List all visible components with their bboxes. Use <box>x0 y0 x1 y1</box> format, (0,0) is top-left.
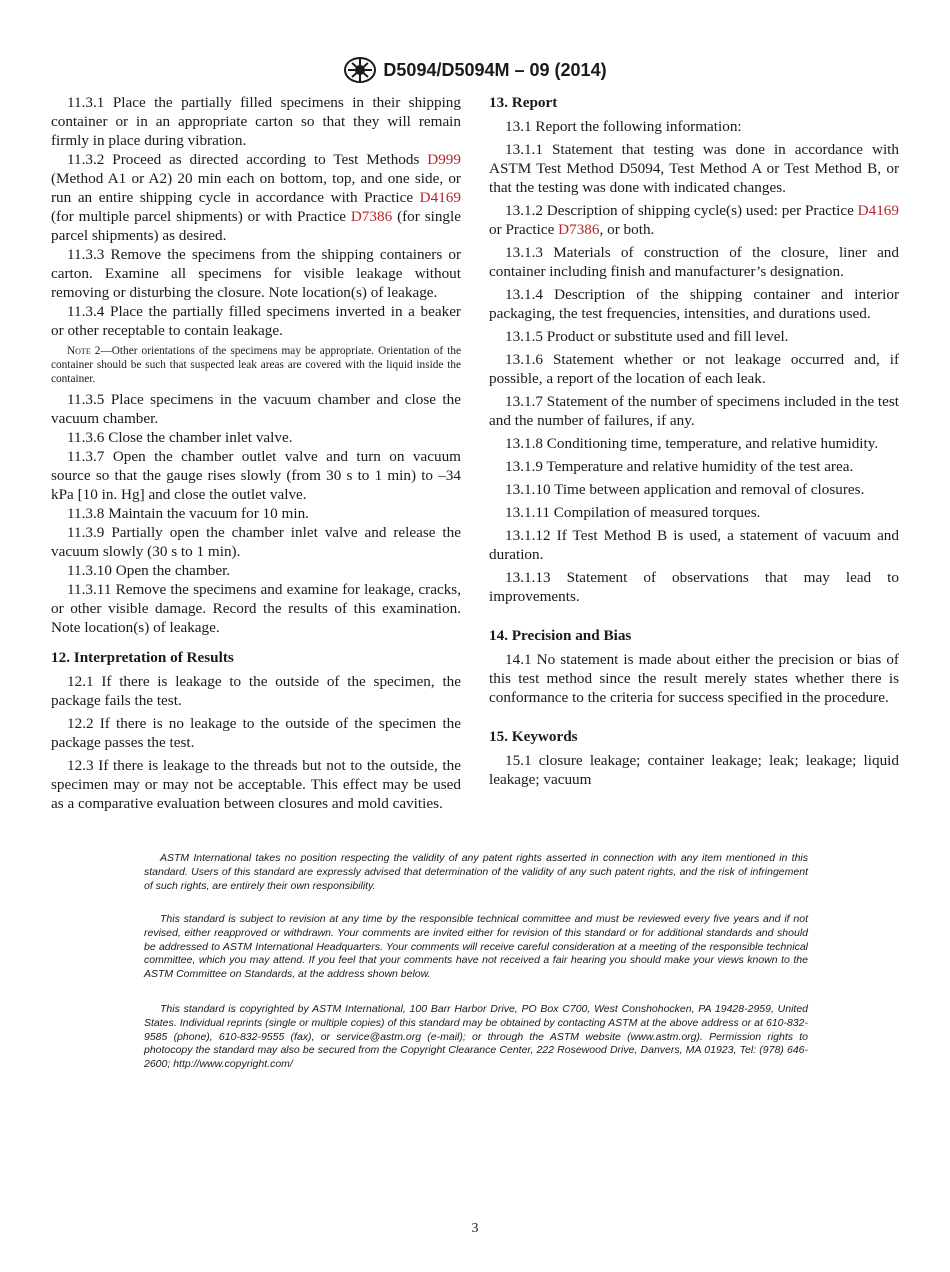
heading-14: 14. Precision and Bias <box>489 627 632 644</box>
page-number: 3 <box>471 1221 479 1236</box>
para-13-1-9: 13.1.9 Temperature and relative humidity of the test area. <box>505 458 854 475</box>
link-d4169[interactable]: D4169 <box>857 202 899 219</box>
para-13-1-8: 13.1.8 Conditioning time, temperature, and relative humidity. <box>505 435 879 452</box>
note-2: Note 2—Other orientations of the specimens may be appropriate. Orientation of the container should be such that suspected leak areas are covered with the liquid inside the container. <box>51 345 461 385</box>
para-12-1: 12.1 If there is leakage to the outside of the specimen, the package fails the test. <box>51 673 461 709</box>
footer-copyright-notice: This standard is copyrighted by ASTM International, 100 Barr Harbor Drive, PO Box C700, West Conshohocken, PA 19428-2959, United States. Individual reprints (single or multiple copies) of this standard may be obtained by contacting ASTM at the above address or at 610-832-9585 (phone), 610-832-9555 (fax), or service@astm.org (e-mail); or through the ASTM website (www.astm.org). Permission rights to photocopy the standard may also be secured from the Copyright Clearance Center, 222 Rosewood Drive, Danvers, MA 01923, Tel: (978) 646-2600; http://www.copyright.com/ <box>144 1003 808 1071</box>
para-11-3-2: 11.3.2 Proceed as directed according to Test Methods D999 (Method A1 or A2) 20 min each on bottom, top, and one side, or run an entire shipping cycle in accordance with Practice D4169 (for multiple parcel shipments) or with Practice D7386 (for single parcel shipments) as desired. <box>51 151 461 244</box>
para-15-1: 15.1 closure leakage; container leakage; leak; leakage; liquid leakage; vacuum <box>489 752 899 788</box>
standard-designation: D5094/D5094M – 09 (2014) <box>383 59 607 80</box>
para-13-1-4: 13.1.4 Description of the shipping container and interior packaging, the test frequencies, intensities, and durations used. <box>489 286 899 322</box>
para-12-3: 12.3 If there is leakage to the threads but not to the outside, the specimen may or may not be acceptable. This effect may be used as a comparative evaluation between closures and mold cavities. <box>51 757 461 812</box>
para-14-1: 14.1 No statement is made about either the precision or bias of this test method since the result merely states whether there is conformance to the criteria for success specified in the procedure. <box>489 651 899 706</box>
para-11-3-9: 11.3.9 Partially open the chamber inlet valve and release the vacuum slowly (30 s to 1 min). <box>51 524 461 560</box>
para-13-1-2: 13.1.2 Description of shipping cycle(s) used: per Practice D4169 or Practice D7386, or both. <box>489 202 899 238</box>
para-11-3-5: 11.3.5 Place specimens in the vacuum chamber and close the vacuum chamber. <box>51 391 461 427</box>
para-11-3-11: 11.3.11 Remove the specimens and examine for leakage, cracks, or other visible damage. Record the results of this examination. Note location(s) of leakage. <box>51 581 461 636</box>
para-13-1-12: 13.1.12 If Test Method B is used, a statement of vacuum and duration. <box>489 527 899 563</box>
heading-13: 13. Report <box>489 94 558 111</box>
para-11-3-10: 11.3.10 Open the chamber. <box>67 562 231 579</box>
page-header <box>0 56 950 84</box>
para-11-3-8: 11.3.8 Maintain the vacuum for 10 min. <box>67 505 309 522</box>
para-13-1-11: 13.1.11 Compilation of measured torques. <box>505 504 761 521</box>
para-13-1-10: 13.1.10 Time between application and removal of closures. <box>505 481 865 498</box>
left-column <box>51 93 461 813</box>
link-d999[interactable]: D999 <box>427 151 461 168</box>
link-d4169[interactable]: D4169 <box>419 189 461 206</box>
astm-logo-icon <box>343 56 377 84</box>
para-13-1-6: 13.1.6 Statement whether or not leakage occurred and, if possible, a report of the location of each leak. <box>489 351 899 387</box>
para-13-1-13: 13.1.13 Statement of observations that may lead to improvements. <box>489 569 899 605</box>
para-12-2: 12.2 If there is no leakage to the outside of the specimen the package passes the test. <box>51 715 461 751</box>
link-d7386[interactable]: D7386 <box>350 208 393 225</box>
para-13-1-1: 13.1.1 Statement that testing was done in accordance with ASTM Test Method D5094, Test Method A or Test Method B, or that the testing was done with indicated changes. <box>489 141 899 196</box>
para-11-3-7: 11.3.7 Open the chamber outlet valve and turn on vacuum source so that the gauge rises slowly (from 30 s to 1 min) to –34 kPa [10 in. Hg] and close the outlet valve. <box>51 448 461 503</box>
heading-12: 12. Interpretation of Results <box>51 649 234 666</box>
para-13-1-5: 13.1.5 Product or substitute used and fill level. <box>505 328 789 345</box>
para-11-3-4: 11.3.4 Place the partially filled specimens inverted in a beaker or other receptable to contain leakage. <box>51 303 461 339</box>
para-11-3-3: 11.3.3 Remove the specimens from the shipping containers or carton. Examine all specimens for visible leakage without removing or disturbing the closure. Note location(s) of leakage. <box>51 246 461 301</box>
right-column <box>489 93 899 789</box>
para-11-3-6: 11.3.6 Close the chamber inlet valve. <box>67 429 293 446</box>
para-13-1-7: 13.1.7 Statement of the number of specimens included in the test and the number of failures, if any. <box>489 393 899 429</box>
para-13-1: 13.1 Report the following information: <box>505 118 742 135</box>
link-d7386[interactable]: D7386 <box>558 221 600 238</box>
para-13-1-3: 13.1.3 Materials of construction of the closure, liner and container including finish and manufacturer’s designation. <box>489 244 899 280</box>
para-11-3-1: 11.3.1 Place the partially filled specimens in their shipping container or in an appropriate carton so that they will remain firmly in place during vibration. <box>51 94 461 149</box>
footer-patent-notice: ASTM International takes no position respecting the validity of any patent rights asserted in connection with any item mentioned in this standard. Users of this standard are expressly advised that determination of the validity of any such patent rights, and the risk of infringement of such rights, are entirely their own responsibility. <box>144 852 808 892</box>
heading-15: 15. Keywords <box>489 728 578 745</box>
footer-revision-notice: This standard is subject to revision at any time by the responsible technical committee and must be reviewed every five years and if not revised, either reapproved or withdrawn. Your comments are invited either for revision of this standard or for additional standards and should be addressed to ASTM International Headquarters. Your comments will receive careful consideration at a meeting of the responsible technical committee, which you may attend. If you feel that your comments have not received a fair hearing you should make your views known to the ASTM Committee on Standards, at the address shown below. <box>144 913 808 981</box>
